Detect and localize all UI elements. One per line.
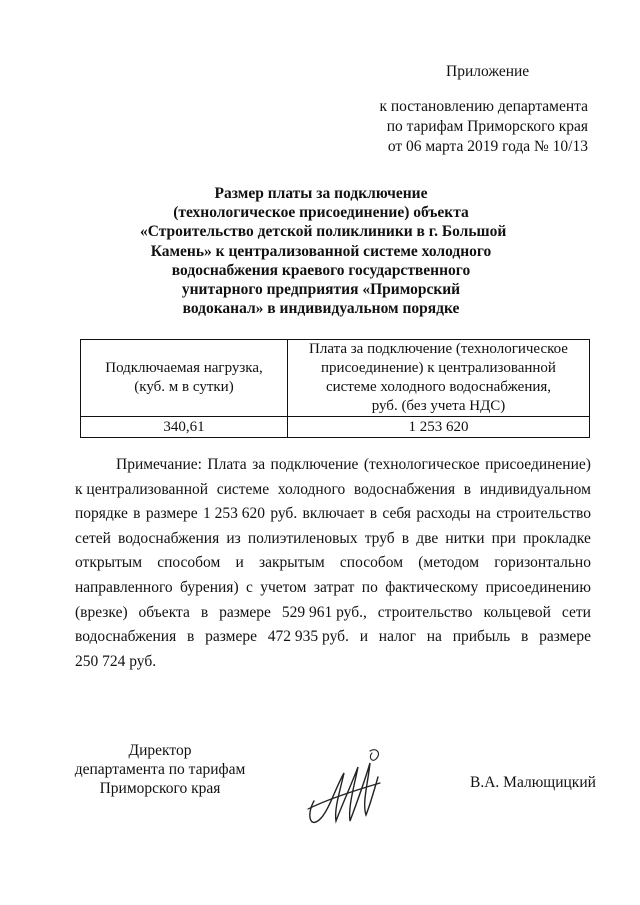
tariff-table — [80, 339, 590, 438]
note-word: Примечание: — [116, 456, 202, 473]
title-line: (технологическое присоединение) объекта — [173, 204, 469, 222]
note-word: по — [361, 578, 378, 596]
note-word: 472 935 руб. — [267, 628, 349, 646]
note-word: в — [133, 505, 141, 523]
note-word: расходы — [416, 505, 471, 523]
note-word: присоединение) — [485, 456, 591, 473]
title-line: «Строительство детской поликлиники в г. Большой — [140, 223, 507, 241]
note-word: в — [401, 529, 410, 547]
note-word: за — [252, 456, 266, 473]
note-word: открытым — [75, 554, 143, 572]
note-word: в — [200, 603, 209, 621]
note-word: и — [235, 554, 244, 572]
note-word: способом — [157, 554, 221, 572]
signer-position-line: Директор — [128, 742, 192, 759]
note-word: водоснабжения — [118, 529, 220, 547]
note-word: присоединению — [485, 578, 591, 596]
header-cell-line: системе холодного водоснабжения, — [325, 379, 552, 395]
table-row — [81, 417, 590, 438]
note-word: направленного — [75, 578, 173, 596]
note-word: прибыль — [452, 628, 511, 646]
appendix-title: Приложение — [446, 63, 530, 80]
appendix-ref-line: к постановлению департамента — [379, 98, 588, 115]
note-word: в — [369, 505, 378, 523]
note-word: 250 724 руб. — [75, 652, 157, 670]
note-word: фактическому — [385, 578, 479, 596]
appendix-reference — [352, 97, 588, 157]
note-line — [75, 478, 591, 503]
note-word: включает — [302, 505, 365, 523]
note-word: способом — [339, 554, 404, 572]
note-word: с — [245, 578, 253, 596]
note-word: 1 253 620 — [203, 505, 266, 523]
header-cell-line: Плата за подключение (технологическое — [309, 341, 568, 357]
header-cell-line: руб. (без учета НДС) — [371, 398, 506, 414]
note-word: нитки — [445, 529, 485, 547]
note-word: из — [226, 529, 241, 547]
note-word: сети — [561, 603, 591, 621]
note-word: труб — [364, 529, 395, 547]
signer-name: В.А. Малющицкий — [470, 774, 596, 791]
note-word: бурения) — [180, 578, 239, 596]
cell-load-value: 340,61 — [81, 417, 288, 438]
note-word: кольцевой — [483, 603, 551, 621]
title-line: Размер платы за подключение — [214, 185, 428, 202]
note-word: 529 961 руб., — [281, 603, 367, 621]
note-word: (технологическое — [363, 456, 480, 473]
signer-position — [60, 741, 260, 798]
note-line — [75, 601, 591, 626]
note-word: горизонтально — [494, 554, 591, 572]
note-word: размере — [145, 505, 198, 523]
note-line — [75, 453, 591, 478]
note-word: (врезке) — [75, 603, 128, 621]
note-word: строительство — [377, 603, 473, 621]
document-title — [140, 184, 507, 318]
note-word: порядке — [75, 505, 128, 523]
note-word: себя — [382, 505, 411, 523]
table-header-row — [81, 340, 590, 417]
appendix-ref-line: по тарифам Приморского края — [386, 118, 588, 135]
note-word: две — [416, 529, 439, 547]
signer-position-line: департамента по тарифам — [74, 761, 246, 778]
note-word: и — [359, 628, 368, 646]
note-word: индивидуальном — [479, 480, 591, 498]
header-cell-fee — [288, 340, 590, 417]
note-word: руб. — [270, 505, 298, 523]
note-word: подключение — [270, 456, 359, 473]
note-word: объекта — [138, 603, 190, 621]
note-word: закрытым — [259, 554, 325, 572]
note-line — [75, 576, 591, 601]
note-word: в — [520, 628, 529, 646]
header-cell-line: Подключаемая нагрузка, — [105, 360, 263, 376]
note-line — [75, 650, 591, 675]
note-word: водоснабжения — [353, 480, 456, 498]
header-cell-line: (куб. м в сутки) — [134, 379, 234, 395]
note-word: при — [491, 529, 516, 547]
note-word: прокладке — [523, 529, 591, 547]
note-line — [75, 551, 591, 576]
note-word: размере — [219, 603, 271, 621]
note-word: полиэтиленовых — [247, 529, 358, 547]
note-word: размере — [205, 628, 257, 646]
note-word: водоснабжения — [75, 628, 177, 646]
note-line — [75, 502, 591, 527]
title-line: водоснабжения краевого государственного — [171, 261, 471, 279]
title-line: унитарного предприятия «Приморский — [181, 281, 461, 299]
note-word: в — [187, 628, 195, 646]
note-word: строительство — [496, 505, 591, 523]
title-line: водоканал» в индивидуальном порядке — [182, 300, 460, 318]
appendix-ref-line: от 06 марта 2019 года № 10/13 — [387, 138, 588, 155]
note-line — [75, 527, 591, 552]
signer-position-line: Приморского края — [99, 780, 221, 797]
note-word: Плата — [207, 456, 247, 473]
note-word: в — [463, 480, 472, 498]
note-word: системе — [216, 480, 270, 498]
note-word: (методом — [418, 554, 480, 572]
note-word: на — [426, 628, 442, 646]
signature-image — [300, 743, 386, 835]
note-word: сетей — [75, 529, 111, 547]
note-word: холодного — [277, 480, 346, 498]
note-word: размере — [539, 628, 591, 646]
note-line — [75, 625, 591, 650]
header-cell-line: присоединение) к централизованной — [321, 360, 556, 376]
note-word: учетом — [260, 578, 307, 596]
title-line: Камень» к централизованной системе холодного — [150, 242, 492, 260]
note-word: на — [475, 505, 491, 523]
cell-fee-value: 1 253 620 — [288, 417, 590, 438]
note-word: к централизованной — [75, 480, 209, 498]
header-cell-load — [81, 340, 288, 417]
note-paragraph — [75, 453, 591, 674]
note-word: затрат — [313, 578, 355, 596]
note-word: налог — [378, 628, 416, 646]
